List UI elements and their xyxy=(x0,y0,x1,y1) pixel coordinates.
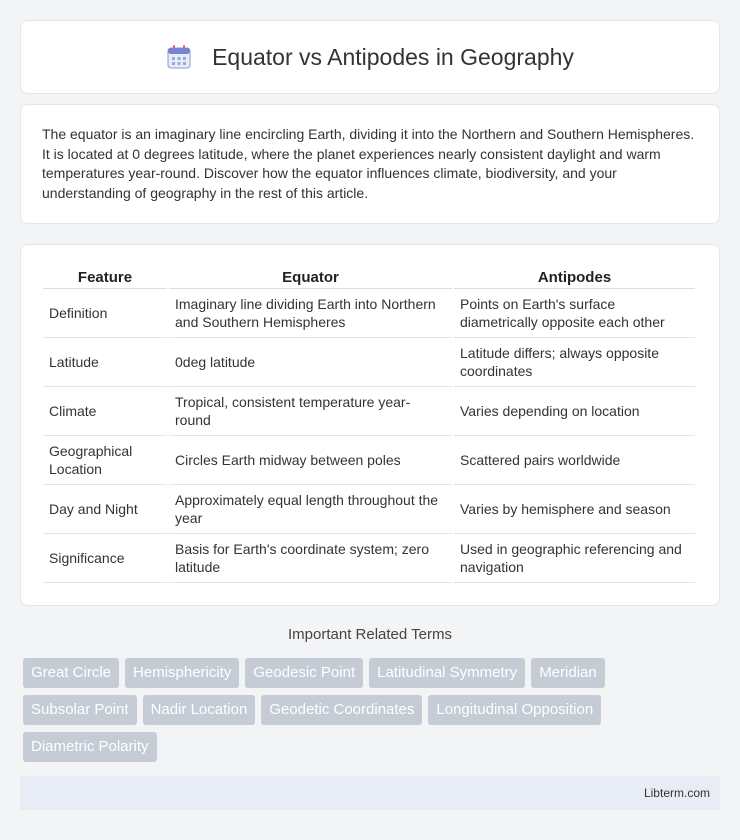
intro-card xyxy=(20,104,720,224)
term-tag[interactable]: Diametric Polarity xyxy=(23,732,157,762)
term-tag[interactable]: Meridian xyxy=(531,658,605,688)
table-row xyxy=(43,338,695,387)
table-row xyxy=(43,289,695,338)
table-row xyxy=(43,436,695,485)
table-cell: Used in geographic referencing and navigation xyxy=(454,534,695,583)
table-header-row xyxy=(43,267,695,289)
related-terms-heading: Important Related Terms xyxy=(288,626,452,643)
header-antipodes: Antipodes xyxy=(454,267,695,289)
term-tag[interactable]: Geodetic Coordinates xyxy=(261,695,422,725)
term-tag[interactable]: Great Circle xyxy=(23,658,119,688)
header-feature: Feature xyxy=(43,267,167,289)
table-row xyxy=(43,485,695,534)
table-cell: Significance xyxy=(43,534,167,583)
footer xyxy=(20,776,720,810)
table-cell: Tropical, consistent temperature year-round xyxy=(169,387,452,436)
term-tag[interactable]: Nadir Location xyxy=(143,695,256,725)
table-cell: Points on Earth's surface diametrically opposite each other xyxy=(454,289,695,338)
calendar-icon xyxy=(166,44,192,70)
table-row xyxy=(43,387,695,436)
table-cell: Varies by hemisphere and season xyxy=(454,485,695,534)
table-cell: Climate xyxy=(43,387,167,436)
table-cell: 0deg latitude xyxy=(169,338,452,387)
table-cell: Approximately equal length throughout the year xyxy=(169,485,452,534)
page-title: Equator vs Antipodes in Geography xyxy=(212,43,574,70)
table-cell: Geographical Location xyxy=(43,436,167,485)
term-tag[interactable]: Geodesic Point xyxy=(245,658,363,688)
table-cell: Varies depending on location xyxy=(454,387,695,436)
intro-text: The equator is an imaginary line encircling Earth, dividing it into the Northern and Southern Hemispheres. It is located at 0 degrees latitude, where the planet experiences nearly consistent daylight and warm temperatures year-round. Discover how the equator influences climate, biodiversity, and your understanding of geography in the rest of this article. xyxy=(42,126,695,201)
header-equator: Equator xyxy=(169,267,452,289)
table-row xyxy=(43,534,695,583)
term-tag[interactable]: Subsolar Point xyxy=(23,695,137,725)
table-cell: Latitude differs; always opposite coordinates xyxy=(454,338,695,387)
title-card xyxy=(20,20,720,94)
table-cell: Imaginary line dividing Earth into Northern and Southern Hemispheres xyxy=(169,289,452,338)
table-cell: Day and Night xyxy=(43,485,167,534)
table-cell: Definition xyxy=(43,289,167,338)
table-cell: Latitude xyxy=(43,338,167,387)
term-tag[interactable]: Longitudinal Opposition xyxy=(428,695,601,725)
term-tag[interactable]: Hemisphericity xyxy=(125,658,239,688)
related-terms-list xyxy=(23,658,723,762)
table-cell: Scattered pairs worldwide xyxy=(454,436,695,485)
comparison-table xyxy=(41,267,697,583)
table-cell: Basis for Earth's coordinate system; zero latitude xyxy=(169,534,452,583)
term-tag[interactable]: Latitudinal Symmetry xyxy=(369,658,525,688)
footer-link[interactable]: Libterm.com xyxy=(643,786,710,800)
table-cell: Circles Earth midway between poles xyxy=(169,436,452,485)
comparison-table-card xyxy=(20,244,720,606)
